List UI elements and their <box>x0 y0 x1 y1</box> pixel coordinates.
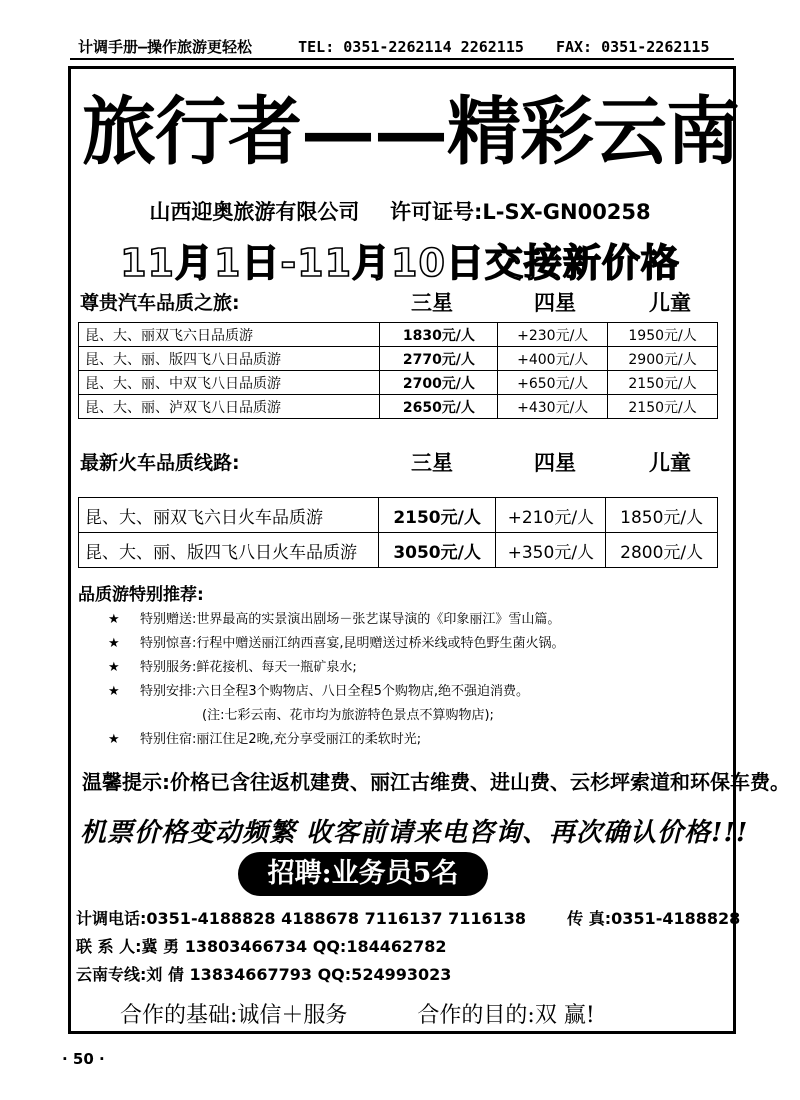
recommend-list <box>108 608 708 752</box>
bus-price-table <box>78 322 718 419</box>
train-col-four-star: 四星 <box>534 451 576 475</box>
table-row <box>79 323 718 347</box>
header-fax-label: FAX: <box>555 38 593 56</box>
motto-goal: 合作的目的:双 赢! <box>417 1003 595 1028</box>
motto-line <box>120 998 690 1028</box>
star-icon: ★ <box>108 612 120 627</box>
route-cell: 昆、大、丽、泸双飞八日品质游 <box>79 395 380 419</box>
four-star-price: +230元/人 <box>498 323 608 347</box>
train-price-table <box>78 497 718 568</box>
operator-phone-line <box>76 906 740 930</box>
table-row <box>79 395 718 419</box>
operator-phone-label: 计调电话: <box>76 909 147 928</box>
child-price: 2800元/人 <box>606 533 718 568</box>
license-label: 许可证号: <box>389 200 483 224</box>
bus-section-heading: 尊贵汽车品质之旅: <box>80 292 240 314</box>
table-row <box>79 498 718 533</box>
three-star-price: 1830元/人 <box>380 323 498 347</box>
three-star-price: 2650元/人 <box>380 395 498 419</box>
child-price: 2150元/人 <box>608 371 718 395</box>
header-text: 计调手册—操作旅游更轻松 <box>78 38 253 56</box>
bus-col-four-star: 四星 <box>534 291 576 315</box>
page-number: · 50 · <box>62 1050 105 1068</box>
recommend-note: (注:七彩云南、花市均为旅游特色景点不算购物店); <box>202 708 494 723</box>
train-section-heading: 最新火车品质线路: <box>80 452 240 474</box>
star-icon: ★ <box>108 660 120 675</box>
recommend-text: 特别住宿:丽江住足2晚,充分享受丽江的柔软时光; <box>140 732 422 747</box>
table-row <box>79 347 718 371</box>
star-icon: ★ <box>108 684 120 699</box>
bus-col-child: 儿童 <box>649 291 691 315</box>
fax-number: 0351-4188828 <box>611 909 741 928</box>
price-date-banner: 11月1日-11月10日交接新价格 <box>120 241 680 285</box>
star-icon: ★ <box>108 732 120 747</box>
recommend-text: 特别服务:鲜花接机、每天一瓶矿泉水; <box>140 660 357 675</box>
child-price: 1850元/人 <box>606 498 718 533</box>
train-col-three-star: 三星 <box>411 451 453 475</box>
list-item <box>108 608 708 632</box>
three-star-price: 2700元/人 <box>380 371 498 395</box>
train-col-child: 儿童 <box>649 451 691 475</box>
company-name: 山西迎奥旅游有限公司 <box>149 200 360 224</box>
header-tel-numbers: 0351-2262114 2262115 <box>343 38 524 56</box>
license-number: L-SX-GN00258 <box>482 200 651 224</box>
child-price: 2150元/人 <box>608 395 718 419</box>
four-star-price: +400元/人 <box>498 347 608 371</box>
yunnan-line <box>76 962 451 986</box>
ticket-price-notice: 机票价格变动频繁 收客前请来电咨询、再次确认价格!!! <box>80 818 749 848</box>
operator-phones: 0351-4188828 4188678 7116137 7116138 <box>146 909 527 928</box>
route-cell: 昆、大、丽双飞六日品质游 <box>79 323 380 347</box>
four-star-price: +350元/人 <box>496 533 606 568</box>
route-cell: 昆、大、丽双飞六日火车品质游 <box>79 498 379 533</box>
page-title: 旅行者——精彩云南 <box>82 89 739 175</box>
list-item <box>108 680 708 704</box>
bus-col-three-star: 三星 <box>411 291 453 315</box>
route-cell: 昆、大、丽、版四飞八日火车品质游 <box>79 533 379 568</box>
recommend-heading: 品质游特别推荐: <box>78 585 204 605</box>
star-icon: ★ <box>108 636 120 651</box>
recommend-text: 特别惊喜:行程中赠送丽江纳西喜宴,昆明赠送过桥米线或特色野生菌火锅。 <box>140 636 565 651</box>
table-row <box>79 533 718 568</box>
header-divider <box>70 58 734 60</box>
three-star-price: 3050元/人 <box>378 533 496 568</box>
header-fax-number: 0351-2262115 <box>601 38 710 56</box>
child-price: 1950元/人 <box>608 323 718 347</box>
list-item <box>108 632 708 656</box>
warm-tip: 温馨提示:价格已含往返机建费、丽江古维费、进山费、云杉坪索道和环保车费。 <box>82 770 790 794</box>
contact-person-label: 联 系 人: <box>76 937 142 956</box>
four-star-price: +430元/人 <box>498 395 608 419</box>
child-price: 2900元/人 <box>608 347 718 371</box>
company-line <box>120 196 680 224</box>
four-star-price: +210元/人 <box>496 498 606 533</box>
contact-person: 冀 勇 13803466734 QQ:184462782 <box>141 937 447 956</box>
recommend-text: 特别安排:六日全程3个购物店、八日全程5个购物店,绝不强迫消费。 <box>140 684 530 699</box>
header-tel-label: TEL: <box>298 38 335 56</box>
page-header <box>78 36 728 58</box>
three-star-price: 2150元/人 <box>378 498 496 533</box>
three-star-price: 2770元/人 <box>380 347 498 371</box>
four-star-price: +650元/人 <box>498 371 608 395</box>
table-row <box>79 371 718 395</box>
contact-person-line <box>76 934 447 958</box>
route-cell: 昆、大、丽、版四飞八日品质游 <box>79 347 380 371</box>
route-cell: 昆、大、丽、中双飞八日品质游 <box>79 371 380 395</box>
recruitment-badge: 招聘:业务员5名 <box>238 852 488 896</box>
list-item <box>108 656 708 680</box>
yunnan-label: 云南专线: <box>76 965 147 984</box>
fax-label: 传 真: <box>567 909 612 928</box>
motto-basis: 合作的基础:诚信＋服务 <box>120 1003 348 1028</box>
recommend-text: 特别赠送:世界最高的实景演出剧场－张艺谋导演的《印象丽江》雪山篇。 <box>140 612 561 627</box>
yunnan-contact: 刘 倩 13834667793 QQ:524993023 <box>146 965 452 984</box>
list-item <box>108 728 708 752</box>
